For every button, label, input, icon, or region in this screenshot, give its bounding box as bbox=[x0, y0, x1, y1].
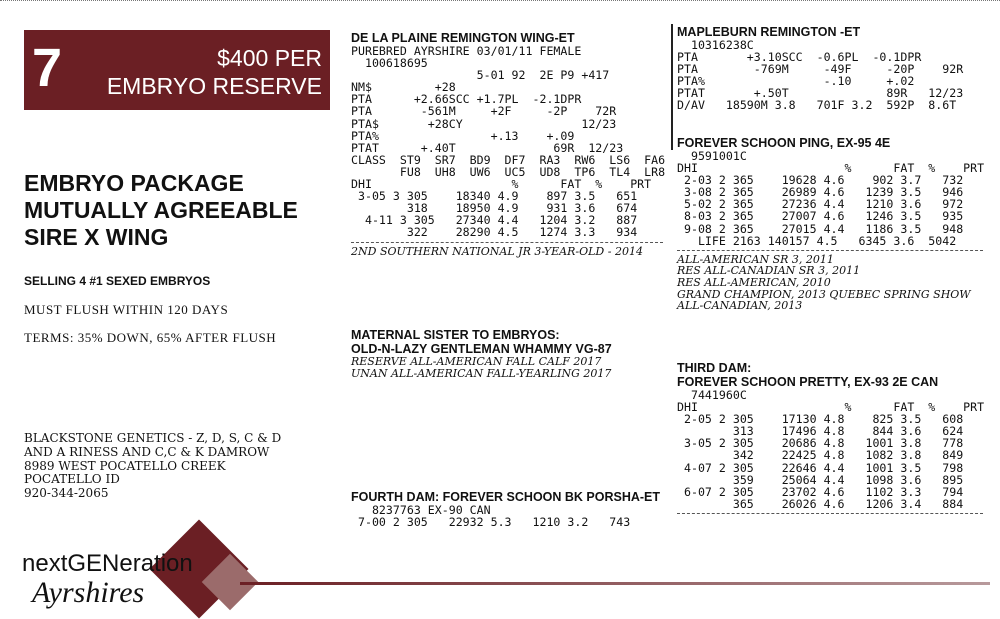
third-dam-label: THIRD DAM: bbox=[677, 361, 752, 375]
title-line: MUTUALLY AGREEABLE bbox=[24, 197, 298, 223]
price-line-1: $400 PER bbox=[217, 45, 322, 71]
second-dam-records: 9591001C DHI % FAT % PRT 2-03 2 365 19628 4.6 902 3.7 732 3-08 2 365 26989 4.6 1239 3.5 946 5-02 2 365 27236 4.4 1210 3.6 972 8-03 2 365 27007 4.6 1246 3.5 935 9-08 2 365 27015 4.4 1186 3.5 948 LIFE 2163 140157 4.5 6345 3.6 5042 bbox=[677, 149, 985, 248]
sire-section bbox=[677, 25, 983, 112]
second-dam-note: ALL-AMERICAN SR 3, 2011 bbox=[677, 252, 834, 266]
dam-records: PUREBRED AYRSHIRE 03/01/11 FEMALE 100618695 5-01 92 2E P9 +417 NM$ +28 PTA +2.66SCC +1.7PL -2.1DPR PTA -561M +2F -2P 72R PTA$ +28CY 12/23 PTA% +.13 +.09 PTAT +.40T 69R 12/23 CLASS ST9 SR7 BD9 DF7 RA3 RW6 LS6 FA6 FU8 UH8 UW6 UC5 UD8 TP6 TL4 LR8 DHI % FAT % PRT 3-05 3 305 18340 4.9 897 3.5 651 318 18950 4.9 931 3.6 674 4-11 3 305 27340 4.4 1204 3.2 887 322 28290 4.5 1274 3.3 934 bbox=[351, 44, 666, 240]
second-dam-section bbox=[677, 136, 983, 312]
second-dam-note: RES ALL-AMERICAN, 2010 bbox=[677, 275, 831, 289]
address-line: BLACKSTONE GENETICS - Z, D, S, C & D bbox=[24, 431, 282, 445]
address-line: 920-344-2065 bbox=[24, 486, 109, 501]
top-dotted-rule bbox=[0, 0, 1000, 1]
title-line: EMBRYO PACKAGE bbox=[24, 170, 244, 196]
sire-name: MAPLEBURN REMINGTON -ET bbox=[677, 25, 861, 39]
third-dam-name: FOREVER SCHOON PRETTY, EX-93 2E CAN bbox=[677, 375, 939, 389]
lot-price bbox=[107, 44, 322, 100]
fourth-dam-section bbox=[351, 490, 663, 528]
sister-section bbox=[351, 328, 663, 379]
fourth-dam-name: FOURTH DAM: FOREVER SCHOON BK PORSHA-ET bbox=[351, 490, 661, 504]
second-dam-note: RES ALL-CANADIAN SR 3, 2011 bbox=[677, 264, 861, 278]
sire-rule bbox=[671, 24, 673, 150]
third-dam-records: 7441960C DHI % FAT % PRT 2-05 2 305 17130 4.8 825 3.5 608 313 17496 4.8 844 3.6 624 3-05 2 305 20686 4.8 1001 3.8 778 342 22425 4.8 1082 3.8 849 4-07 2 305 22646 4.4 1001 3.5 798 359 25064 4.4 1098 3.6 895 6-07 2 305 23702 4.6 1102 3.3 794 365 26026 4.6 1206 3.4 884 bbox=[677, 388, 985, 511]
sister-note: UNAN ALL-AMERICAN FALL-YEARLING 2017 bbox=[351, 366, 612, 380]
dam-section bbox=[351, 31, 666, 258]
lot-number: 7 bbox=[32, 38, 63, 98]
dam-note: 2ND SOUTHERN NATIONAL JR 3-YEAR-OLD - 2014 bbox=[351, 244, 643, 258]
second-dam-note: ALL-CANADIAN, 2013 bbox=[677, 299, 803, 313]
sister-name: OLD-N-LAZY GENTLEMAN WHAMMY VG-87 bbox=[351, 342, 612, 356]
dash-divider bbox=[677, 250, 983, 251]
sire-records: 10316238C PTA +3.10SCC -0.6PL -0.1DPR PTA -769M -49F -20P 92R PTA% -.10 +.02 PTAT +.50T 89R 12/23 D/AV 18590M 3.8 701F 3.2 592P 8.6T bbox=[677, 38, 964, 113]
address-line: AND A RINESS AND C,C & K DAMROW bbox=[24, 444, 270, 459]
price-line-2: EMBRYO RESERVE bbox=[106, 73, 322, 99]
dash-divider bbox=[677, 513, 983, 514]
sister-note: RESERVE ALL-AMERICAN FALL CALF 2017 bbox=[351, 355, 602, 368]
bottom-rule bbox=[240, 582, 990, 585]
nextgeneration-logo bbox=[14, 524, 274, 610]
dash-divider bbox=[351, 242, 663, 243]
lot-banner bbox=[24, 30, 330, 110]
second-dam-name: FOREVER SCHOON PING, EX-95 4E bbox=[677, 136, 891, 150]
address-line: 8989 WEST POCATELLO CREEK bbox=[24, 458, 226, 473]
logo-script: Ayrshires bbox=[32, 576, 145, 609]
second-dam-note: GRAND CHAMPION, 2013 QUEBEC SPRING SHOW bbox=[677, 287, 971, 301]
address-line: POCATELLO ID bbox=[24, 472, 120, 487]
consignor-address bbox=[24, 432, 281, 501]
logo-wordmark: nextGENeration bbox=[22, 550, 193, 577]
flush-note: MUST FLUSH WITHIN 120 DAYS bbox=[24, 302, 229, 317]
title-line: SIRE X WING bbox=[24, 224, 169, 250]
package-title bbox=[24, 170, 298, 251]
sister-label: MATERNAL SISTER TO EMBRYOS: bbox=[351, 328, 560, 342]
selling-note: SELLING 4 #1 SEXED EMBRYOS bbox=[24, 274, 211, 288]
dam-name: DE LA PLAINE REMINGTON WING-ET bbox=[351, 31, 575, 45]
fourth-dam-records: 8237763 EX-90 CAN 7-00 2 305 22932 5.3 1210 3.2 743 bbox=[357, 503, 631, 530]
third-dam-section bbox=[677, 361, 983, 517]
terms-note: TERMS: 35% DOWN, 65% AFTER FLUSH bbox=[24, 330, 277, 345]
